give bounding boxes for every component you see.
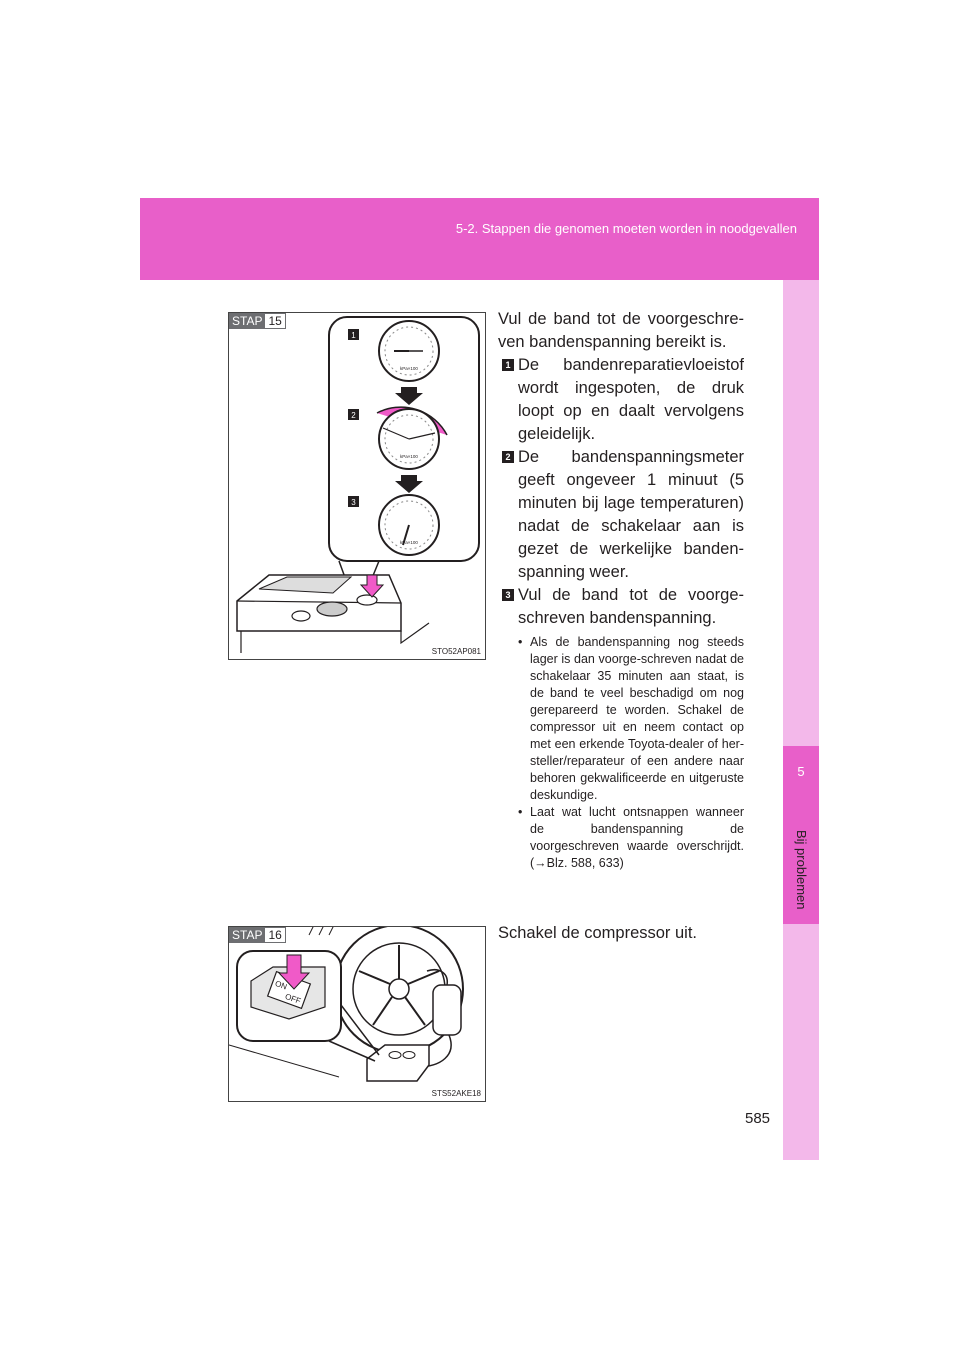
step-label: STAP: [229, 313, 265, 329]
svg-text:1: 1: [351, 331, 356, 340]
item-text: De bandenreparatievloeistof wordt ingespoten, de druk loopt op en daalt vervolgens geleidelijk.: [518, 356, 744, 443]
figure-code: STS52AKE18: [431, 1089, 481, 1098]
step-badge: [229, 313, 286, 329]
note-bullet: • Als de bandenspanning nog steeds lager is dan voorge-schreven nadat de schakelaar 35 minuten aan staat, is de band te veel beschadigd om nog gerepareerd te worden. Schakel de compressor uit en neem contact op met een erkende Toyota-dealer of her-steller/reparateur of een andere naar behoren gekwalificeerde en uitgeruste deskundige.: [518, 634, 744, 804]
svg-text:ON: ON: [273, 978, 289, 992]
svg-text:kPa×100: kPa×100: [400, 540, 418, 545]
step-number: 15: [265, 313, 285, 329]
note-bullets: [518, 634, 744, 872]
figure-code: STO52AP081: [431, 647, 481, 656]
page-number: 585: [745, 1110, 771, 1127]
step-16-illustration: [228, 926, 486, 1102]
list-item: [498, 354, 744, 446]
compressor-gauge-illustration: [229, 313, 485, 659]
step-label: STAP: [229, 927, 265, 943]
step-number: 16: [265, 927, 285, 943]
item-marker: 2: [502, 451, 514, 463]
svg-text:kPa×100: kPa×100: [400, 366, 418, 371]
list-item: [498, 446, 744, 584]
step-16-text: [498, 922, 744, 945]
step-15-intro: Vul de band tot de voorgeschre-ven bandenspanning bereikt is.: [498, 310, 744, 351]
chapter-side-tab: [783, 280, 819, 1160]
step-15-text: [498, 308, 744, 872]
svg-text:2: 2: [351, 411, 356, 420]
item-text: Vul de band tot de voorge-schreven bandenspanning.: [518, 586, 744, 627]
step-16-intro: Schakel de compressor uit.: [498, 924, 698, 942]
svg-text:kPa×100: kPa×100: [400, 454, 418, 459]
list-item: [498, 584, 744, 630]
item-marker: 1: [502, 359, 514, 371]
chapter-number: 5: [797, 764, 805, 779]
chapter-title: Bij problemen: [794, 830, 809, 910]
note-bullet: • Laat wat lucht ontsnappen wanneer de bandenspanning de voorgeschreven waarde overschrijdt. (→Blz. 588, 633): [518, 804, 744, 872]
section-header: [140, 198, 819, 280]
step-15-illustration: [228, 312, 486, 660]
item-marker: 3: [502, 589, 514, 601]
section-title: 5-2. Stappen die genomen moeten worden in noodgevallen: [455, 221, 797, 236]
item-text: De bandenspanningsmeter geeft ongeveer 1 minuut (5 minuten bij lage temperaturen) nadat de schakelaar aan is gezet de werkelijke banden-spanning weer.: [518, 448, 744, 581]
compressor-switch-off-illustration: [229, 927, 485, 1101]
step-badge: [229, 927, 286, 943]
svg-text:OFF: OFF: [283, 991, 302, 1006]
svg-text:3: 3: [351, 498, 356, 507]
